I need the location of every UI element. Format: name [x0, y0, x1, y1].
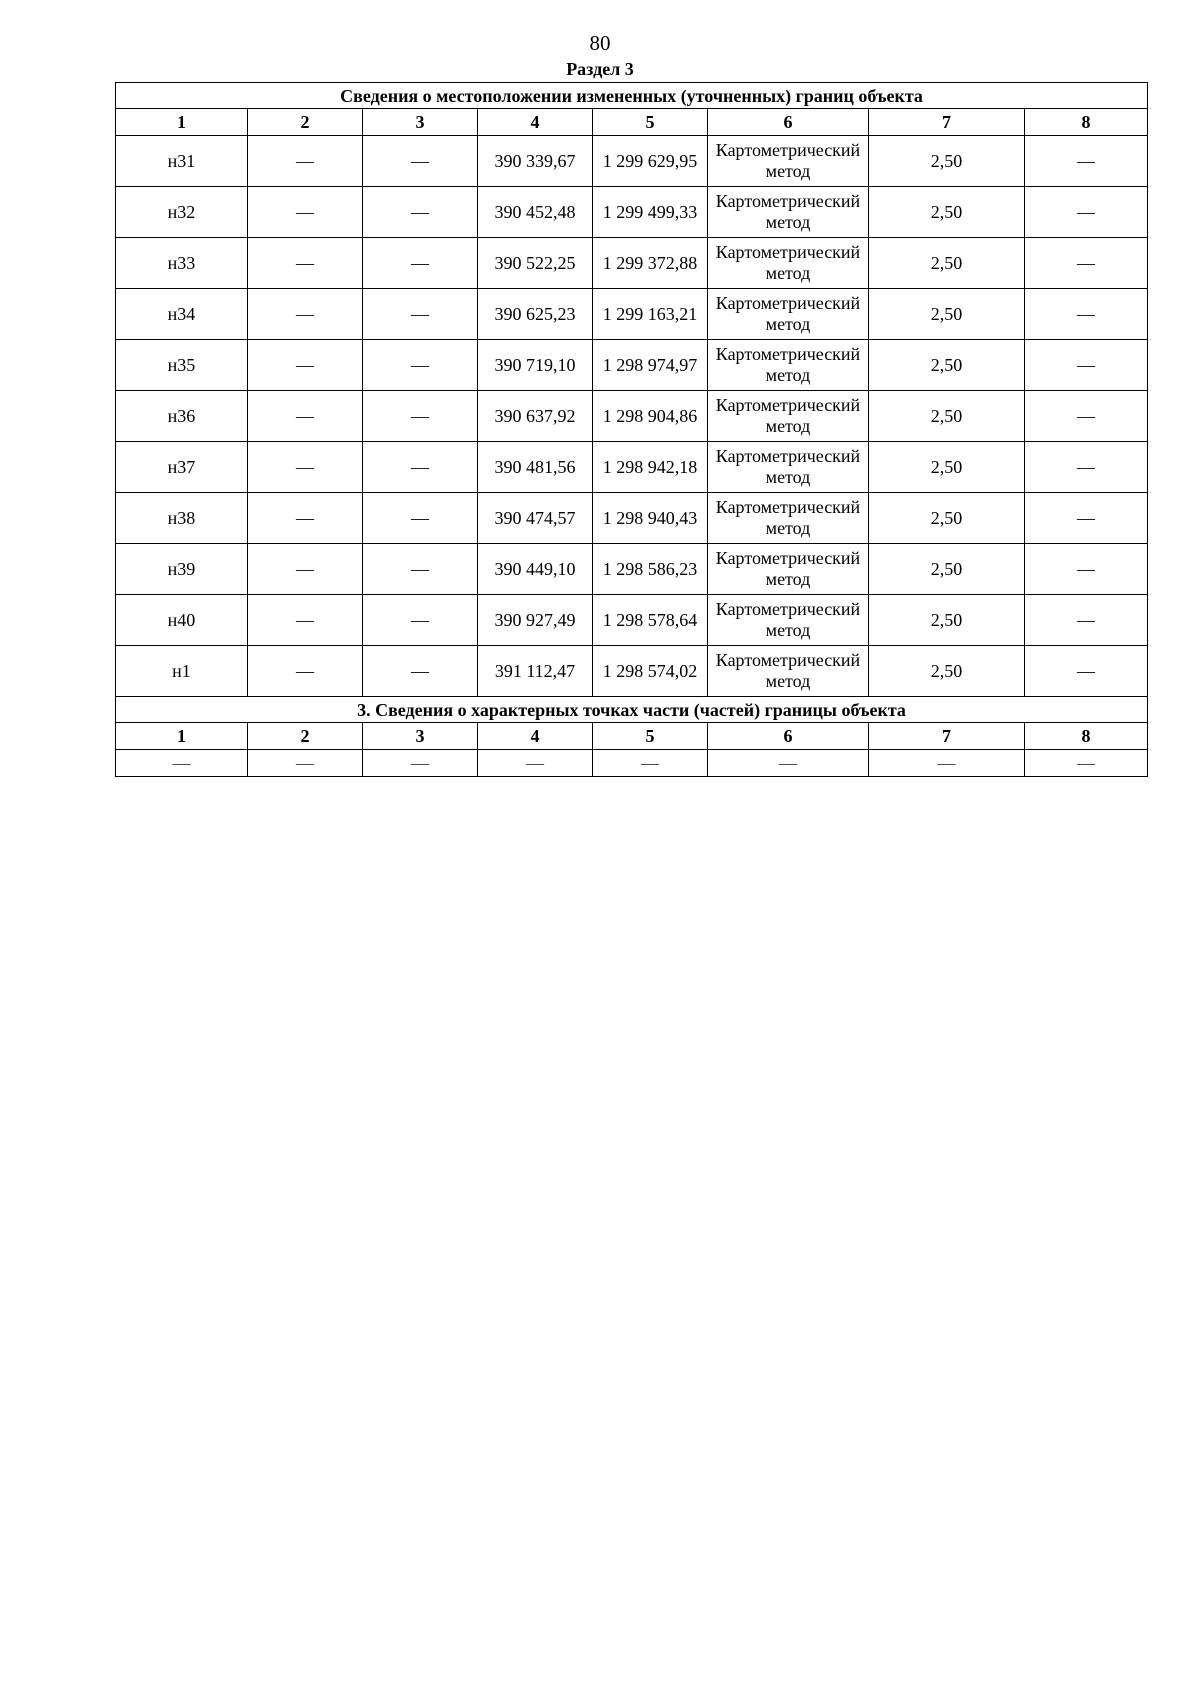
table-cell: —: [363, 646, 478, 697]
column-header: 4: [478, 723, 593, 750]
table-cell: 2,50: [869, 442, 1025, 493]
table-row: [116, 646, 1148, 697]
table-cell: —: [248, 646, 363, 697]
table-cell: 1 299 499,33: [593, 187, 708, 238]
table-cell: —: [248, 340, 363, 391]
parts-table-caption-row: [116, 697, 1148, 723]
table-cell: —: [248, 442, 363, 493]
table-cell: н1: [116, 646, 248, 697]
table-caption: Сведения о местоположении измененных (уточненных) границ объекта: [116, 83, 1148, 109]
table-cell: 390 481,56: [478, 442, 593, 493]
table-cell: —: [478, 750, 593, 777]
parts-table-header-row: [116, 723, 1148, 750]
table-cell: —: [248, 493, 363, 544]
column-header: 5: [593, 723, 708, 750]
table-cell: н39: [116, 544, 248, 595]
table-cell: —: [248, 391, 363, 442]
table-cell: 390 637,92: [478, 391, 593, 442]
table-cell: 1 298 904,86: [593, 391, 708, 442]
table-row: [116, 187, 1148, 238]
column-header: 6: [708, 109, 869, 136]
table-cell: —: [248, 595, 363, 646]
table-cell: —: [248, 289, 363, 340]
table-cell: Картометрический метод: [708, 187, 869, 238]
table-cell: —: [1025, 646, 1148, 697]
table-row: [116, 136, 1148, 187]
table-cell: —: [1025, 595, 1148, 646]
table-cell: 2,50: [869, 595, 1025, 646]
table-cell: 1 298 940,43: [593, 493, 708, 544]
column-header: 3: [363, 109, 478, 136]
table-cell: Картометрический метод: [708, 289, 869, 340]
column-header: 8: [1025, 723, 1148, 750]
page-number: 80: [589, 31, 611, 55]
table-cell: —: [363, 442, 478, 493]
table-cell: Картометрический метод: [708, 340, 869, 391]
table-cell: —: [1025, 750, 1148, 777]
table-row: [116, 391, 1148, 442]
table-cell: 391 112,47: [478, 646, 593, 697]
table-cell: Картометрический метод: [708, 391, 869, 442]
table-cell: 2,50: [869, 646, 1025, 697]
column-header: 7: [869, 109, 1025, 136]
table-cell: н33: [116, 238, 248, 289]
table-cell: 2,50: [869, 136, 1025, 187]
table-cell: Картометрический метод: [708, 136, 869, 187]
table-cell: —: [708, 750, 869, 777]
table-cell: 1 298 574,02: [593, 646, 708, 697]
table-cell: —: [363, 238, 478, 289]
table-cell: —: [248, 136, 363, 187]
column-header: 5: [593, 109, 708, 136]
table-cell: —: [1025, 493, 1148, 544]
table-cell: 390 449,10: [478, 544, 593, 595]
column-header: 8: [1025, 109, 1148, 136]
column-header: 7: [869, 723, 1025, 750]
table-cell: н32: [116, 187, 248, 238]
table-cell: 2,50: [869, 289, 1025, 340]
boundary-table: [115, 82, 1148, 777]
column-header: 2: [248, 109, 363, 136]
column-header: 2: [248, 723, 363, 750]
table-cell: 390 474,57: [478, 493, 593, 544]
table-cell: 2,50: [869, 493, 1025, 544]
table-cell: н34: [116, 289, 248, 340]
table-cell: —: [363, 289, 478, 340]
column-header: 1: [116, 109, 248, 136]
table-cell: 1 299 372,88: [593, 238, 708, 289]
table-cell: 1 299 163,21: [593, 289, 708, 340]
table-cell: —: [248, 544, 363, 595]
table-cell: —: [363, 136, 478, 187]
section-title: Раздел 3: [566, 59, 634, 79]
column-header: 6: [708, 723, 869, 750]
table-cell: —: [363, 391, 478, 442]
table-cell: —: [248, 750, 363, 777]
table-cell: Картометрический метод: [708, 595, 869, 646]
table-cell: —: [248, 187, 363, 238]
table-cell: —: [593, 750, 708, 777]
table-row: [116, 750, 1148, 777]
table-cell: 390 522,25: [478, 238, 593, 289]
table-row: [116, 238, 1148, 289]
table-cell: —: [1025, 238, 1148, 289]
column-header: 3: [363, 723, 478, 750]
table-row: [116, 289, 1148, 340]
table-caption-row: [116, 83, 1148, 109]
table-cell: —: [363, 544, 478, 595]
table-cell: 2,50: [869, 340, 1025, 391]
table-cell: 1 298 586,23: [593, 544, 708, 595]
table-cell: н36: [116, 391, 248, 442]
table-cell: 390 625,23: [478, 289, 593, 340]
table-row: [116, 595, 1148, 646]
table-cell: —: [1025, 187, 1148, 238]
column-header: 4: [478, 109, 593, 136]
table-cell: —: [1025, 442, 1148, 493]
table-cell: 1 298 942,18: [593, 442, 708, 493]
table-cell: —: [363, 595, 478, 646]
table-row: [116, 340, 1148, 391]
table-cell: н40: [116, 595, 248, 646]
table-cell: —: [363, 750, 478, 777]
table-cell: Картометрический метод: [708, 544, 869, 595]
table-cell: 390 927,49: [478, 595, 593, 646]
table-cell: —: [248, 238, 363, 289]
table-cell: Картометрический метод: [708, 493, 869, 544]
table-cell: 2,50: [869, 238, 1025, 289]
table-cell: —: [869, 750, 1025, 777]
table-cell: 2,50: [869, 187, 1025, 238]
table-cell: 1 298 578,64: [593, 595, 708, 646]
table-cell: —: [1025, 544, 1148, 595]
table-cell: 1 298 974,97: [593, 340, 708, 391]
table-cell: 390 719,10: [478, 340, 593, 391]
table-header-row: [116, 109, 1148, 136]
table-row: [116, 544, 1148, 595]
table-cell: 2,50: [869, 544, 1025, 595]
table-row: [116, 442, 1148, 493]
table-cell: —: [363, 187, 478, 238]
table-cell: —: [363, 493, 478, 544]
table-cell: —: [1025, 136, 1148, 187]
table-cell: Картометрический метод: [708, 238, 869, 289]
table-cell: 2,50: [869, 391, 1025, 442]
table-cell: —: [116, 750, 248, 777]
table-row: [116, 493, 1148, 544]
parts-table-caption: 3. Сведения о характерных точках части (частей) границы объекта: [116, 697, 1148, 723]
table-cell: 390 339,67: [478, 136, 593, 187]
table-cell: н37: [116, 442, 248, 493]
table-cell: —: [1025, 391, 1148, 442]
column-header: 1: [116, 723, 248, 750]
table-cell: н35: [116, 340, 248, 391]
table-cell: н38: [116, 493, 248, 544]
table-cell: Картометрический метод: [708, 646, 869, 697]
table-cell: 1 299 629,95: [593, 136, 708, 187]
table-cell: 390 452,48: [478, 187, 593, 238]
table-cell: —: [1025, 340, 1148, 391]
table-cell: Картометрический метод: [708, 442, 869, 493]
table-cell: —: [1025, 289, 1148, 340]
boundary-table-body: [116, 83, 1148, 777]
table-cell: н31: [116, 136, 248, 187]
table-cell: —: [363, 340, 478, 391]
